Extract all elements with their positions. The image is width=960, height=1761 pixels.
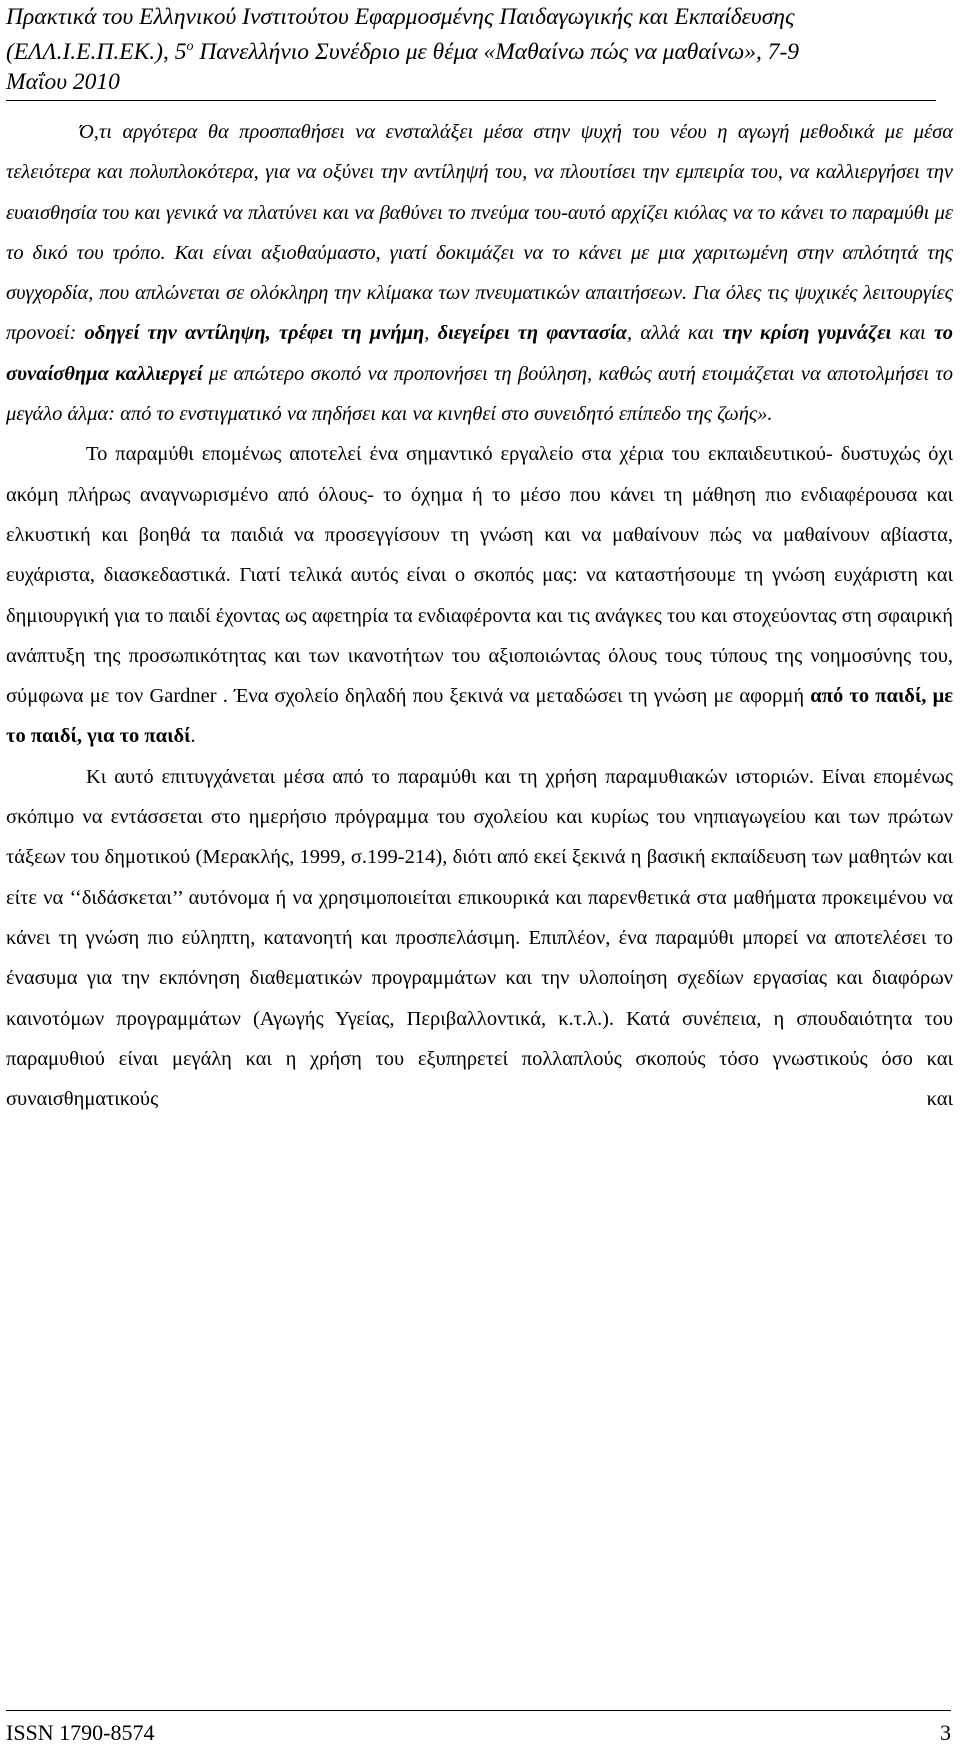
header-line-3: Μαΐου 2010 (6, 68, 120, 95)
paragraph-text: Ό,τι αργότερα θα προσπαθήσει να ενσταλάξει μέσα στην ψυχή του νέου η αγωγή μεθοδικά με μέσα τελειότερα και πολυπλοκότερα, για να οξύνει την αντίληψή του, να πλουτίσει την εμπειρία του, να καλλιεργήσει την ευαισθησία του και γενικά να πλατύνει και να βαθύνει το πνεύμα του-αυτό αρχίζει κιόλας να το κάνει το παραμύθι με το δικό του τρόπο. Και είναι αξιοθαύμαστο, γιατί δοκιμάζει να το κάνει με μια χαριτωμένη στην απλότητά της συγχορδία, που απλώνεται σε ολόκληρη την κλίμακα των πνευματικών απαιτήσεων. Για όλες τις ψυχικές λειτουργίες προνοεί: (6, 121, 953, 345)
quoted-paragraph (6, 112, 953, 434)
paragraph-fairy-tale-tool (6, 434, 953, 756)
bold-phrase: την κρίση γυμνάζει (722, 322, 892, 345)
header-line-1: Πρακτικά του Ελληνικού Ινστιτούτου Εφαρμοσμένης Παιδαγωγικής και Εκπαίδευσης (6, 4, 795, 30)
closing-quote: ’’ (171, 886, 183, 909)
bold-phrase: από το παιδί, με το παιδί, για το παιδί (6, 685, 953, 748)
page-header (6, 2, 936, 97)
issn-label: ISSN 1790-8574 (6, 1720, 155, 1745)
paragraph-text: , (424, 322, 438, 345)
paragraph-text: Το παραμύθι επομένως αποτελεί ένα σημαντικό εργαλείο στα χέρια του εκπαιδευτικού- δυστυχώς όχι ακόμη πλήρως αναγνωρισμένο από όλους- το όχημα ή το μέσο που κάνει τη μάθηση πιο ενδιαφέρουσα και ελκυστική και βοηθά τα παιδιά να προσεγγίσουν τη γνώση και να μαθαίνουν πώς να μαθαίνουν αβίαστα, ευχάριστα, διασκεδαστικά. Γιατί τελικά αυτός είναι ο σκοπός μας: να καταστήσουμε τη γνώση ευχάριστη και δημιουργική για το παιδί έχοντας ως αφετηρία τα ενδιαφέροντα και τις ανάγκες του και στοχεύοντας στη σφαιρική ανάπτυξη της προσωπικότητας και των ικανοτήτων του αξιοποιώντας όλους τους τύπους της νοημοσύνης του, σύμφωνα με τον Gardner . Ένα σχολείο δηλαδή που ξεκινά να μεταδώσει τη γνώση με αφορμή (6, 443, 953, 708)
paragraph-text: , αλλά και (626, 322, 723, 345)
paragraph-school-program (6, 757, 953, 1120)
quoted-word: διδάσκεται (81, 886, 172, 909)
paragraph-text: . (190, 725, 196, 748)
bold-phrase: το συναίσθημα καλλιεργεί (6, 322, 953, 385)
bold-phrase: διεγείρει τη φαντασία (437, 322, 627, 345)
header-divider (6, 100, 936, 101)
header-line-2-prefix: (ΕΛΛ.Ι.Ε.Π.ΕΚ.), 5 (6, 38, 187, 65)
paragraph-text: και (891, 322, 934, 345)
header-line-2-suffix: Πανελλήνιο Συνέδριο με θέμα «Μαθαίνω πώς να μαθαίνω», 7-9 (193, 38, 800, 65)
opening-quote: ‘‘ (69, 886, 82, 909)
paragraph-text: αυτόνομα ή να χρησιμοποιείται επικουρικά και παρενθετικά στα μαθήματα προκειμένου να κάνει τη γνώση πιο εύληπτη, κατανοητή και προσπελάσιμη. Επιπλέον, ένα παραμύθι μπορεί να αποτελέσει το ένασυμα για την εκπόνηση διαθεματικών προγραμμάτων και την υλοποίηση σχεδίων εργασίας και διαφόρων καινοτόμων προγραμμάτων (Αγωγής Υγείας, Περιβαλλοντικά, κ.τ.λ.). Κατά συνέπεια, η σπουδαιότητα του παραμυθιού είναι μεγάλη και η χρήση του εξυπηρετεί πολλαπλούς σκοπούς τόσο γνωστικούς όσο και συναισθηματικούς και (6, 886, 954, 1111)
footer-divider (6, 1710, 951, 1711)
header-ordinal-superscript: ο (186, 39, 194, 54)
bold-phrase: οδηγεί την αντίληψη, τρέφει τη μνήμη (84, 322, 425, 345)
header-line-2 (6, 32, 936, 67)
paragraph-text: Κι αυτό επιτυγχάνεται μέσα από το παραμύθι και τη χρήση παραμυθιακών ιστοριών. Είναι επομένως σκόπιμο να εντάσσεται στο ημερήσιο πρόγραμμα του σχολείου και κυρίως του νηπιαγωγείου και των πρώτων τάξεων του δημοτικού (Μερακλής, 1999, σ.199-214), διότι από εκεί ξεκινά η βασική εκπαίδευση των μαθητών και είτε να (6, 765, 953, 909)
paragraph-text: με απώτερο σκοπό να προπονήσει τη βούληση, καθώς αυτή ετοιμάζεται να αποτολμήσει το μεγάλο άλμα: από το ενστιγματικό να πηδήσει και να κινηθεί στο συνειδητό επίπεδο της ζωής». (6, 362, 954, 426)
main-text (6, 112, 953, 1119)
page-number: 3 (940, 1720, 951, 1745)
